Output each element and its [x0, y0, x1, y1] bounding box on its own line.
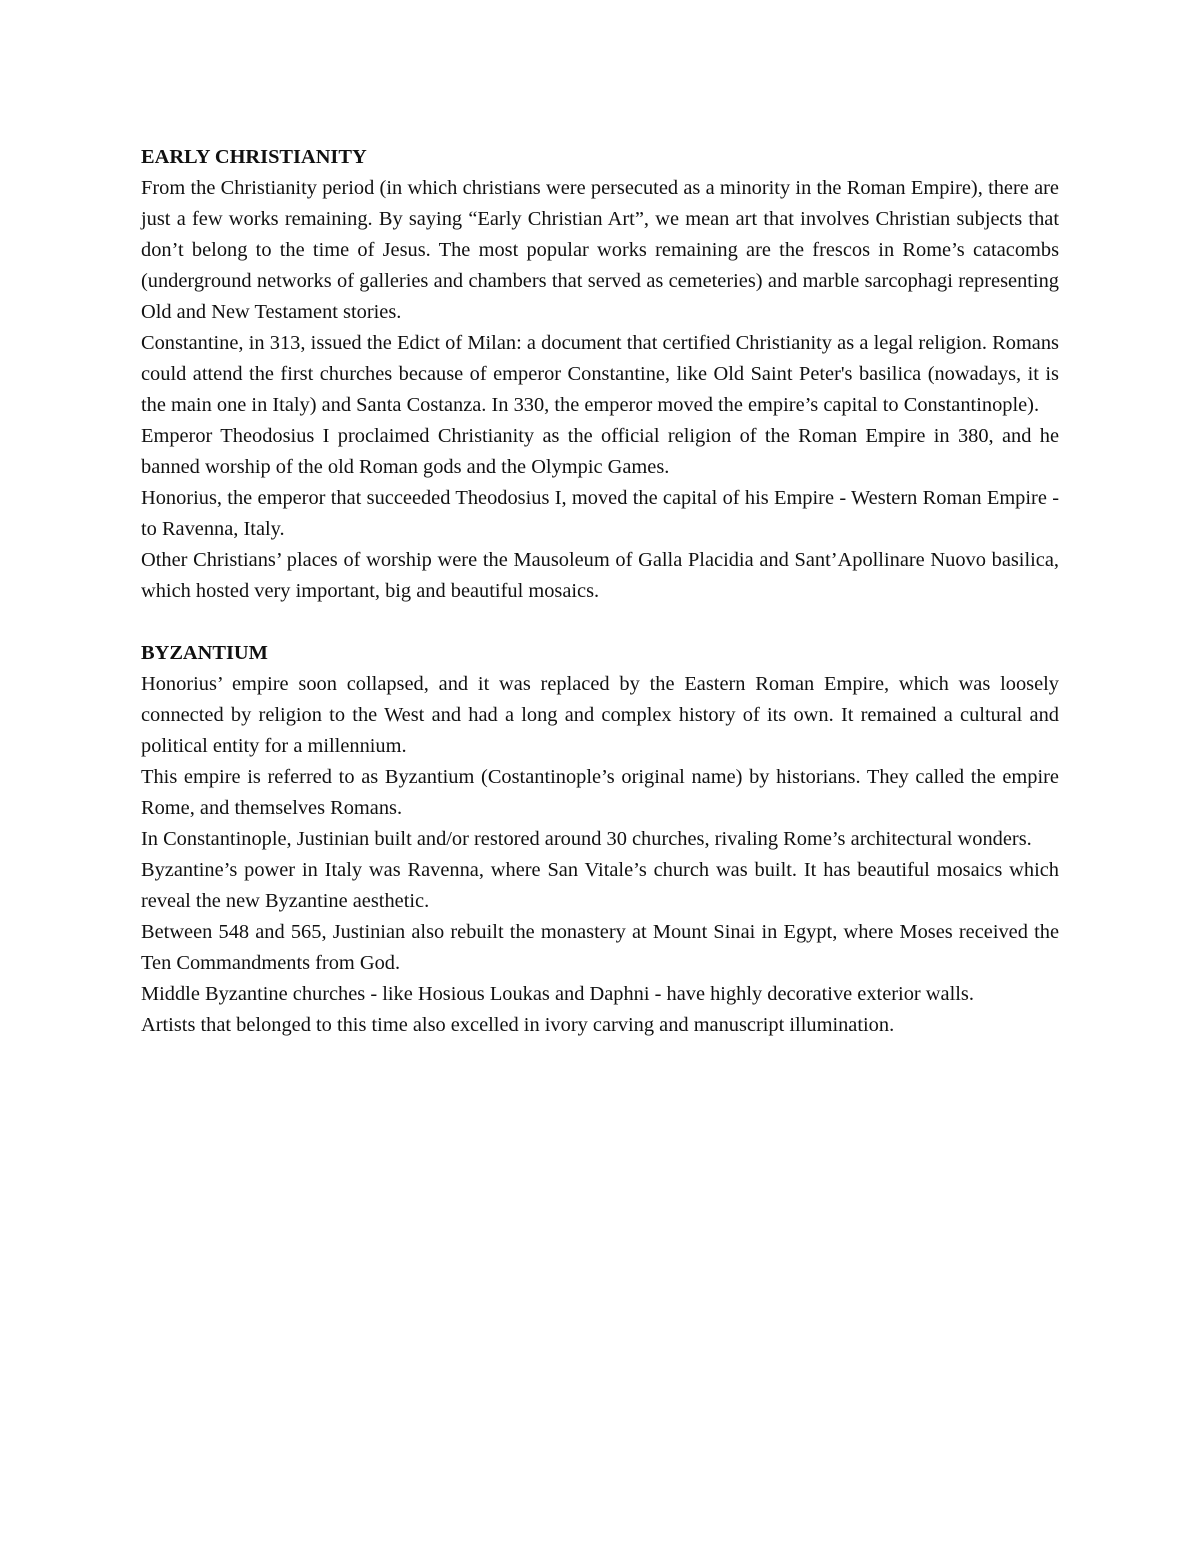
paragraph: Middle Byzantine churches - like Hosious Loukas and Daphni - have highly decorative exterior walls. [141, 983, 974, 1005]
section-early-christianity [141, 142, 1059, 607]
paragraph: Emperor Theodosius I proclaimed Christianity as the official religion of the Roman Empire in 380, and he banned worship of the old Roman gods and the Olympic Games. [141, 425, 1059, 478]
paragraph: This empire is referred to as Byzantium (Costantinople’s original name) by historians. They called the empire Rome, and themselves Romans. [141, 766, 1059, 819]
section-heading: BYZANTIUM [141, 642, 268, 664]
section-byzantium [141, 638, 1059, 1041]
section-spacer [141, 607, 1059, 638]
document-page [141, 142, 1059, 1041]
paragraph: Artists that belonged to this time also excelled in ivory carving and manuscript illumination. [141, 1014, 895, 1036]
section-heading: EARLY CHRISTIANITY [141, 146, 367, 168]
paragraph: Honorius’ empire soon collapsed, and it was replaced by the Eastern Roman Empire, which was loosely connected by religion to the West and had a long and complex history of its own. It remained a cultural and political entity for a millennium. [141, 673, 1059, 757]
paragraph: From the Christianity period (in which christians were persecuted as a minority in the Roman Empire), there are just a few works remaining. By saying “Early Christian Art”, we mean art that involves Christian subjects that don’t belong to the time of Jesus. The most popular works remaining are the frescos in Rome’s catacombs (underground networks of galleries and chambers that served as cemeteries) and marble sarcophagi representing Old and New Testament stories. [141, 177, 1059, 323]
paragraph: Between 548 and 565, Justinian also rebuilt the monastery at Mount Sinai in Egypt, where Moses received the Ten Commandments from God. [141, 921, 1059, 974]
paragraph: Byzantine’s power in Italy was Ravenna, where San Vitale’s church was built. It has beautiful mosaics which reveal the new Byzantine aesthetic. [141, 859, 1059, 912]
paragraph: Other Christians’ places of worship were the Mausoleum of Galla Placidia and Sant’Apollinare Nuovo basilica, which hosted very important, big and beautiful mosaics. [141, 549, 1059, 602]
paragraph: Constantine, in 313, issued the Edict of Milan: a document that certified Christianity as a legal religion. Romans could attend the first churches because of emperor Constantine, like Old Saint Peter's basilica (nowadays, it is the main one in Italy) and Santa Costanza. In 330, the emperor moved the empire’s capital to Constantinople). [141, 332, 1059, 416]
paragraph: In Constantinople, Justinian built and/or restored around 30 churches, rivaling Rome’s architectural wonders. [141, 828, 1032, 850]
paragraph: Honorius, the emperor that succeeded Theodosius I, moved the capital of his Empire - Western Roman Empire - to Ravenna, Italy. [141, 487, 1059, 540]
